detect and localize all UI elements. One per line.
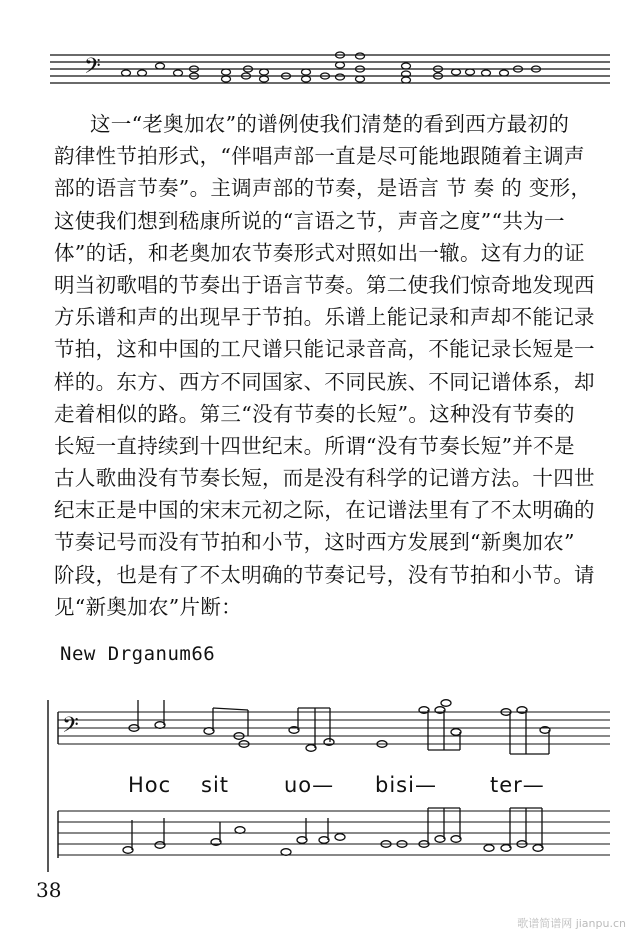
site-watermark: 歌谱简谱网 jianpu.cn xyxy=(517,917,626,930)
text-line: 部的语言节奏”。主调声部的节奏，是语言 节 奏 的 变形， xyxy=(54,176,592,201)
lower-staff-lines xyxy=(58,811,610,855)
text-line: 节奏记号而没有节拍和小节，这时西方发展到“新奥加农” xyxy=(54,530,575,555)
text-line: 韵律性节拍形式，“伴唱声部一直是尽可能地跟随着主调声 xyxy=(54,144,585,169)
text-line: 纪末正是中国的宋末元初之际，在记谱法里有了不太明确的 xyxy=(54,498,595,523)
text-line: 样的。东方、西方不同国家、不同民族、不同记谱体系，却 xyxy=(54,369,595,394)
page-number: 38 xyxy=(36,878,62,902)
top-staff-notes xyxy=(122,52,541,83)
text-line: 见“新奥加农”片断： xyxy=(54,594,242,619)
lyric-syllable: bisi— xyxy=(375,773,437,797)
text-line: 明当初歌唱的节奏出于语言节奏。第二使我们惊奇地发现西 xyxy=(54,272,595,297)
lyric-syllable: uo— xyxy=(284,773,335,797)
text-line: 方乐谱和声的出现早于节拍。乐谱上能记录和声却不能记录 xyxy=(54,305,595,330)
text-line: 古人歌曲没有节奏长短，而是没有科学的记谱方法。十四世 xyxy=(54,466,595,491)
lower-staff-notes xyxy=(123,808,543,855)
lyric-syllable: sit xyxy=(201,773,230,797)
text-line: 走着相似的路。第三“没有节奏的长短”。这种没有节奏的 xyxy=(54,401,575,426)
lyric-syllable: ter— xyxy=(490,773,545,797)
text-line: 阶段，也是有了不太明确的节奏记号，没有节拍和小节。请 xyxy=(54,562,595,587)
music-staff-top xyxy=(50,45,610,90)
example-caption: New Drganum66 xyxy=(60,643,216,665)
lyrics-line xyxy=(0,773,640,809)
text-line: 节拍，这和中国的工尺谱只能记录音高，不能记录长短是一 xyxy=(54,337,595,362)
bass-clef-icon: 𝄢 xyxy=(84,54,101,84)
text-line: 长短一直持续到十四世纪末。所谓“没有节奏长短”并不是 xyxy=(54,433,575,458)
text-line: 这一“老奥加农”的谱例使我们清楚的看到西方最初的 xyxy=(90,112,570,136)
upper-staff-lines xyxy=(58,712,610,744)
body-paragraph xyxy=(54,108,599,623)
lyric-syllable: Hoc xyxy=(128,773,172,797)
text-line: 这使我们想到嵇康所说的“言语之节，声音之度”“共为一 xyxy=(54,208,565,233)
text-line: 体”的话，和老奥加农节奏形式对照如出一辙。这有力的证 xyxy=(54,240,585,265)
upper-staff-notes xyxy=(129,700,550,754)
staff-lines xyxy=(50,55,610,83)
bass-clef-upper-icon: 𝄢 xyxy=(62,713,79,743)
